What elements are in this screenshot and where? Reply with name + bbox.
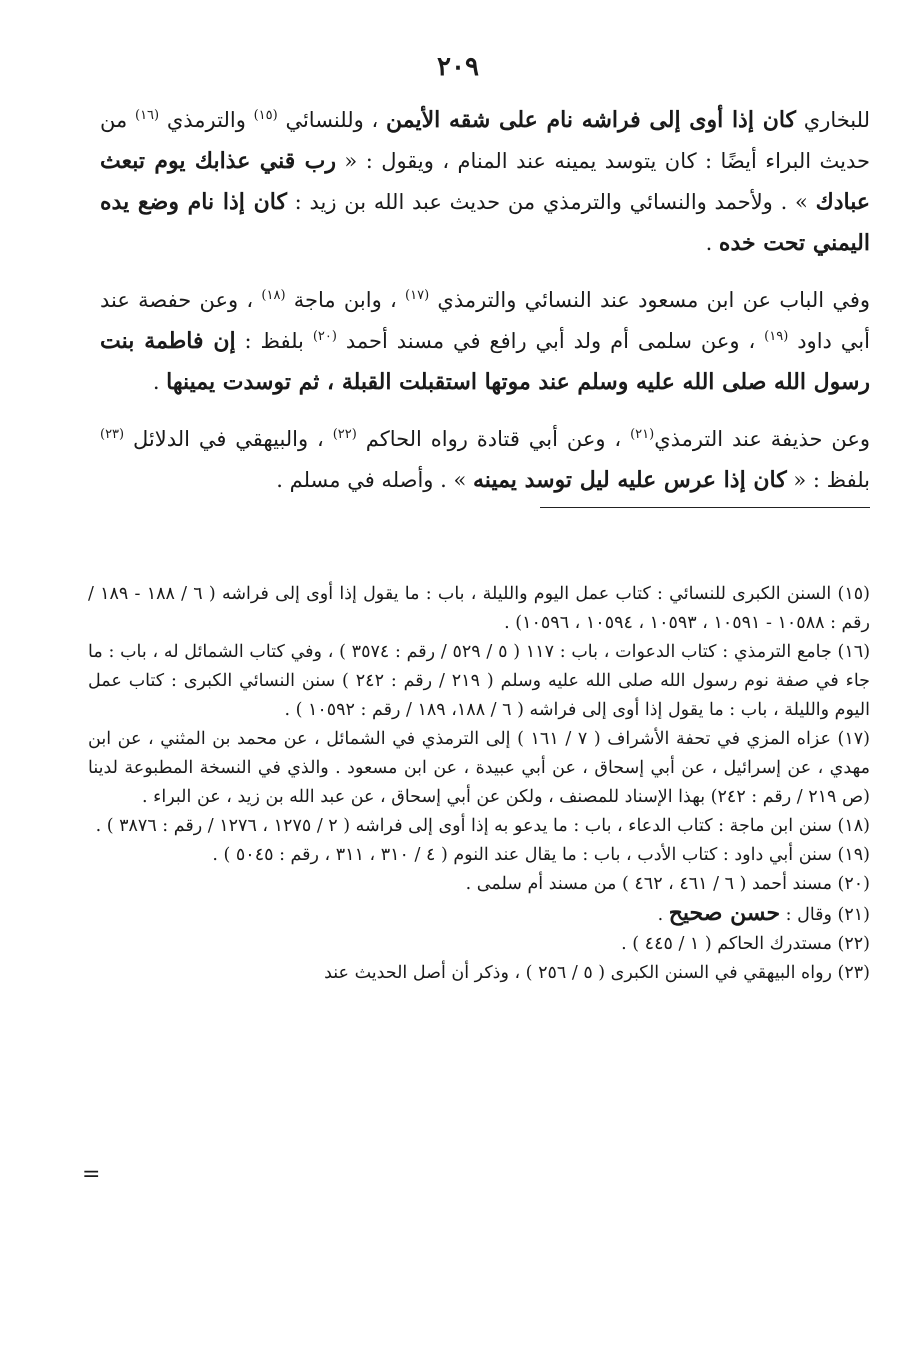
text-run: (١٨) سنن ابن ماجة : كتاب الدعاء ، باب : ما يدعو به إذا أوى إلى فراشه ( ٢ / ١٢٧٥ ، ١٢٧٦ / رقم : ٣٨٧٦ ) . bbox=[95, 816, 870, 836]
text-run: بلفظ : « bbox=[786, 468, 870, 492]
bold-text: كان إذا عرس عليه ليل توسد يمينه bbox=[473, 467, 787, 493]
footnote-18 bbox=[88, 812, 870, 841]
footnote-marker: (٢٠) bbox=[312, 329, 337, 344]
footnote-marker: (٢٢) bbox=[332, 427, 357, 442]
footnote-marker: (٢١) bbox=[630, 427, 655, 442]
text-run: للبخاري bbox=[796, 108, 870, 132]
paragraph-1 bbox=[100, 100, 870, 264]
footnote-16 bbox=[88, 638, 870, 725]
text-run: (٢٢) مستدرك الحاكم ( ١ / ٤٤٥ ) . bbox=[621, 934, 870, 954]
text-run: ، وعن حفصة عند أبي داود bbox=[100, 288, 870, 353]
footnote-marker: (١٧) bbox=[405, 288, 430, 303]
text-run: ، وعن سلمى أم ولد أبي رافع في مسند أحمد bbox=[336, 329, 765, 353]
text-run: . bbox=[657, 905, 669, 925]
text-run: وفي الباب عن ابن مسعود عند النسائي والترمذي bbox=[429, 288, 870, 312]
bold-text: إن فاطمة بنت رسول الله صلى الله عليه وسلم عند موتها استقبلت القبلة ، ثم توسدت يمينها bbox=[100, 328, 870, 395]
footnote-20 bbox=[88, 870, 870, 899]
bold-text: كان إذا نام وضع يده اليمني تحت خده bbox=[100, 189, 870, 256]
text-run: (١٩) سنن أبي داود : كتاب الأدب ، باب : ما يقال عند النوم ( ٤ / ٣١٠ ، ٣١١ ، رقم : ٥٠٤٥ ) . bbox=[212, 845, 870, 865]
footnote-19 bbox=[88, 841, 870, 870]
text-run: . bbox=[152, 370, 167, 394]
text-run: (١٥) السنن الكبرى للنسائي : كتاب عمل اليوم والليلة ، باب : ما يقول إذا أوى إلى فراشه ( ٦ / ١٨٨ - ١٨٩ / رقم : ١٠٥٨٨ - ١٠٥٩١ ، ١٠٥٩٣ ، ١٠٥٩٤ ، ١٠٥٩٦) . bbox=[88, 584, 870, 633]
paragraph-2 bbox=[100, 280, 870, 403]
bold-text: حسن صحيح bbox=[668, 900, 781, 926]
text-run: » . وأصله في مسلم . bbox=[276, 468, 474, 492]
text-run: والترمذي bbox=[159, 108, 254, 132]
text-run: وعن حذيفة عند الترمذي bbox=[654, 427, 871, 451]
footnote-23 bbox=[88, 959, 870, 988]
text-run: ، وللنسائي bbox=[277, 108, 387, 132]
text-run: (٢٣) رواه البيهقي في السنن الكبرى ( ٥ / ٢٥٦ ) ، وذكر أن أصل الحديث عند bbox=[324, 963, 870, 983]
main-text bbox=[100, 100, 870, 508]
text-run: ، وعن أبي قتادة رواه الحاكم bbox=[356, 427, 631, 451]
text-run: . bbox=[705, 231, 719, 255]
footnotes bbox=[88, 580, 870, 988]
footnote-marker: (١٦) bbox=[134, 108, 160, 123]
footnote-15 bbox=[88, 580, 870, 638]
footnote-marker: (٢٣) bbox=[100, 427, 125, 442]
text-run: (٢٠) مسند أحمد ( ٦ / ٤٦١ ، ٤٦٢ ) من مسند أم سلمى . bbox=[465, 874, 870, 894]
text-run: من حديث البراء أيضًا : كان يتوسد يمينه عند المنام ، ويقول : « bbox=[100, 108, 870, 173]
footnote-marker: (١٥) bbox=[253, 108, 278, 123]
footnote-17 bbox=[88, 725, 870, 812]
text-run: (١٦) جامع الترمذي : كتاب الدعوات ، باب : ١١٧ ( ٥ / ٥٢٩ / رقم : ٣٥٧٤ ) ، وفي كتاب الشمائل له ، باب : ما جاء في صفة نوم رسول الله صلى الله عليه وسلم ( ٢١٩ / رقم : ٢٤٢ ) سنن النسائي الكبرى : كتاب عمل اليوم والليلة ، باب : ما يقول إذا أوى إلى فراشه ( ٦ / ١٨٨، ١٨٩ / رقم : ١٠٥٩٢ ) . bbox=[88, 642, 871, 720]
text-run: (١٧) عزاه المزي في تحفة الأشراف ( ٧ / ١٦١ ) إلى الترمذي في الشمائل ، عن محمد بن المثني ، عن ابن مهدي ، عن إسرائيل ، عن أبي إسحاق ، عن أبي عبيدة ، عن ابن مسعود . والذي في النسخة المطبوعة لدينا (ص ٢١٩ / رقم : ٢٤٢) بهذا الإسناد للمصنف ، ولكن عن أبي إسحاق ، عن عبد الله بن زيد ، عن البراء . bbox=[88, 729, 870, 807]
text-run: » . ولأحمد والنسائي والترمذي من حديث عبد الله بن زيد : bbox=[286, 190, 816, 214]
footnote-marker: (١٨) bbox=[261, 288, 286, 303]
footnote-marker: (١٩) bbox=[764, 329, 789, 344]
bold-text: رب قني عذابك يوم تبعث عبادك bbox=[100, 148, 870, 215]
text-run: (٢١) وقال : bbox=[780, 905, 870, 925]
footnote-21 bbox=[88, 899, 870, 930]
text-run: ، وابن ماجة bbox=[285, 288, 406, 312]
continuation-mark: = bbox=[82, 1162, 101, 1187]
footnote-22 bbox=[88, 930, 870, 959]
page-number: ٢٠٩ bbox=[437, 52, 479, 82]
footnote-separator bbox=[540, 507, 870, 508]
text-run: بلفظ : bbox=[235, 329, 313, 353]
text-run: ، والبيهقي في الدلائل bbox=[124, 427, 333, 451]
paragraph-3 bbox=[100, 419, 870, 501]
bold-text: كان إذا أوى إلى فراشه نام على شقه الأيمن bbox=[386, 107, 797, 133]
